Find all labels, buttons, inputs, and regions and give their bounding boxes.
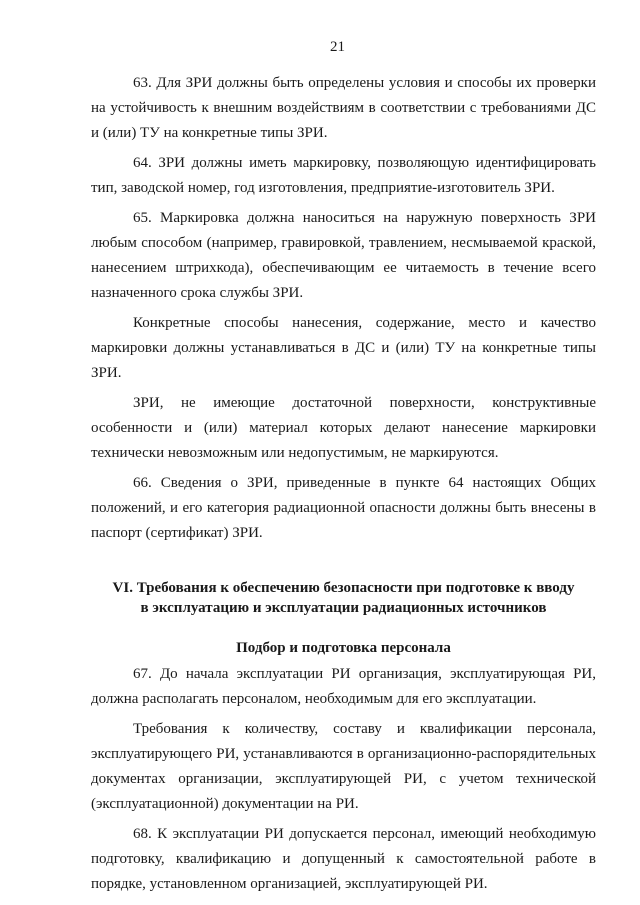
paragraph-65: 65. Маркировка должна наноситься на наружную поверхность ЗРИ любым способом (например, гравировкой, травлением, несмываемой краской, нанесением штрихкода), обеспечивающим ее читаемость в течение всего назначенного срока службы ЗРИ. <box>91 210 596 301</box>
paragraph-marking-methods: Конкретные способы нанесения, содержание, место и качество маркировки должны устанавливаться в ДС и (или) ТУ на конкретные типы ЗРИ. <box>91 315 596 381</box>
section-heading-line-2: в эксплуатацию и эксплуатации радиационных источников <box>140 600 547 616</box>
paragraph-67: 67. До начала эксплуатации РИ организация, эксплуатирующая РИ, должна располагать персоналом, необходимым для его эксплуатации. <box>91 666 596 707</box>
subsection-heading: Подбор и подготовка персонала <box>236 640 451 656</box>
paragraph-66: 66. Сведения о ЗРИ, приведенные в пункте 64 настоящих Общих положений, и его категория радиационной опасности должны быть внесены в паспорт (сертификат) ЗРИ. <box>91 475 596 541</box>
paragraph-68: 68. К эксплуатации РИ допускается персонал, имеющий необходимую подготовку, квалификацию и допущенный к самостоятельной работе в порядке, установленном организацией, эксплуатирующей РИ. <box>91 826 596 892</box>
page-number: 21 <box>330 39 345 55</box>
paragraph-64: 64. ЗРИ должны иметь маркировку, позволяющую идентифицировать тип, заводской номер, год изготовления, предприятие-изготовитель ЗРИ. <box>91 155 596 196</box>
section-heading-line-1: VI. Требования к обеспечению безопасности при подготовке к вводу <box>112 580 575 596</box>
section-heading <box>91 578 596 618</box>
paragraph-63: 63. Для ЗРИ должны быть определены условия и способы их проверки на устойчивость к внешним воздействиям в соответствии с требованиями ДС и (или) ТУ на конкретные типы ЗРИ. <box>91 75 596 141</box>
paragraph-personnel-requirements: Требования к количеству, составу и квалификации персонала, эксплуатирующего РИ, устанавливаются в организационно-распорядительных документах организации, эксплуатирующей РИ, с учетом технической (эксплуатационной) документации на РИ. <box>91 721 596 812</box>
paragraph-unmarked-zri: ЗРИ, не имеющие достаточной поверхности, конструктивные особенности и (или) материал которых делают нанесение маркировки технически невозможным или недопустимым, не маркируются. <box>91 395 596 461</box>
